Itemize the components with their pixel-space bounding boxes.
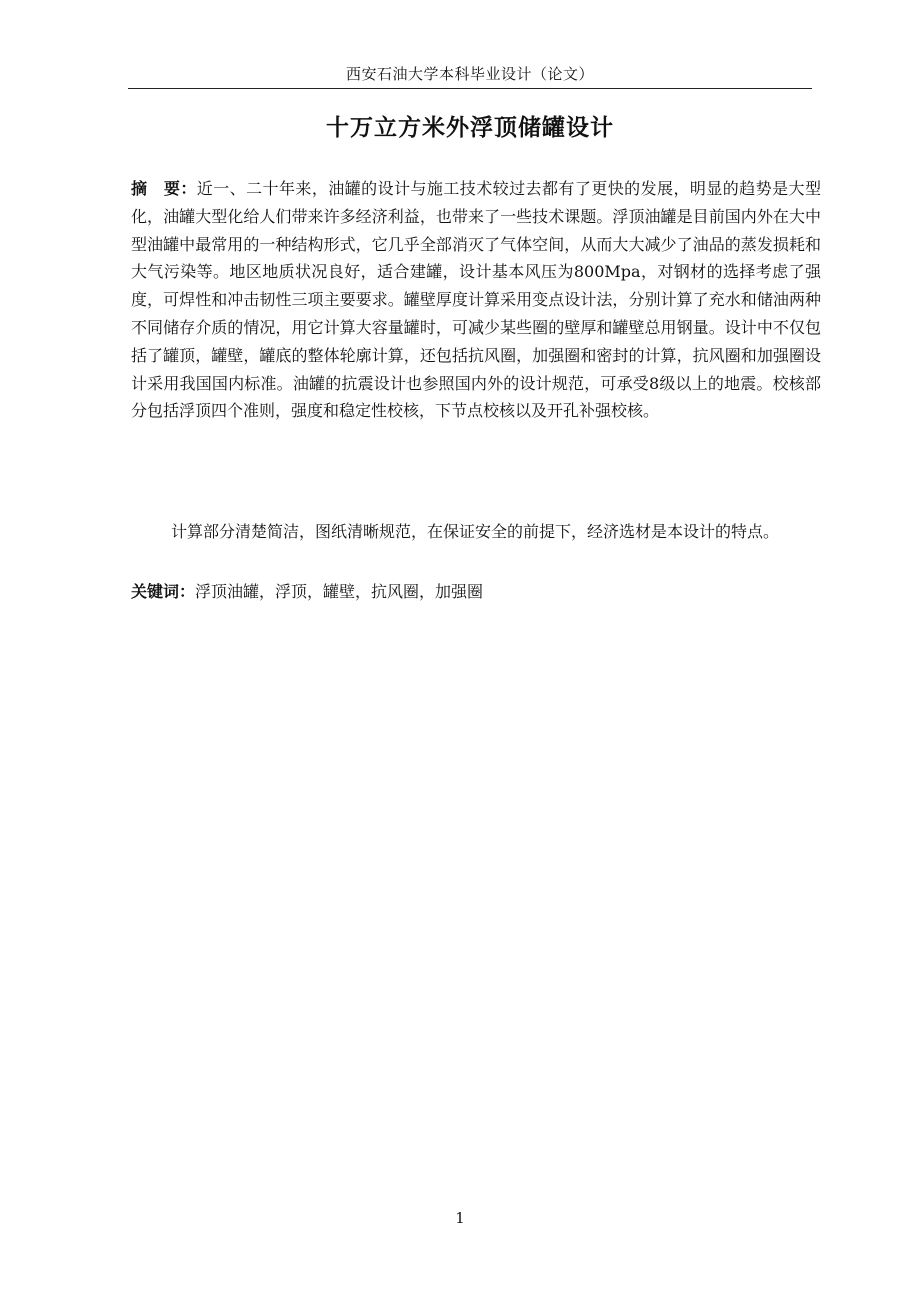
keywords-label: 关键词： — [131, 582, 196, 601]
abstract-text: 近一、二十年来，油罐的设计与施工技术较过去都有了更快的发展，明显的趋势是大型化，油罐大型化给人们带来许多经济利益，也带来了一些技术课题。浮顶油罐是目前国内外在大中型油罐中最常用的一种结构形式，它几乎全部消灭了气体空间，从而大大减少了油品的蒸发损耗和大气污染等。地区地质状况良好，适合建罐，设计基本风压为800Mpa，对钢材的选择考虑了强度，可焊性和冲击韧性三项主要要求。罐壁厚度计算采用变点设计法，分别计算了充水和储油两种不同储存介质的情况，用它计算大容量罐时，可减少某些圈的壁厚和罐壁总用钢量。设计中不仅包括了罐顶，罐壁，罐底的整体轮廓计算，还包括抗风圈，加强圈和密封的计算，抗风圈和加强圈设计采用我国国内标准。油罐的抗震设计也参照国内外的设计规范，可承受8级以上的地震。校核部分包括浮顶四个准则，强度和稳定性校核，下节点校核以及开孔补强校核。 — [131, 179, 821, 421]
document-title: 十万立方米外浮顶储罐设计 — [326, 115, 614, 141]
page-header: 西安石油大学本科毕业设计（论文） — [345, 65, 594, 83]
keywords-text: 浮顶油罐，浮顶，罐壁，抗风圈，加强圈 — [195, 582, 484, 601]
page-number: 1 — [455, 1209, 465, 1227]
abstract-label: 摘 要： — [131, 179, 197, 198]
abstract-paragraph — [131, 175, 821, 425]
header-divider — [128, 88, 812, 89]
keywords-line — [131, 578, 821, 606]
summary-paragraph: 计算部分清楚简洁，图纸清晰规范，在保证安全的前提下，经济选材是本设计的特点。 — [171, 522, 780, 541]
